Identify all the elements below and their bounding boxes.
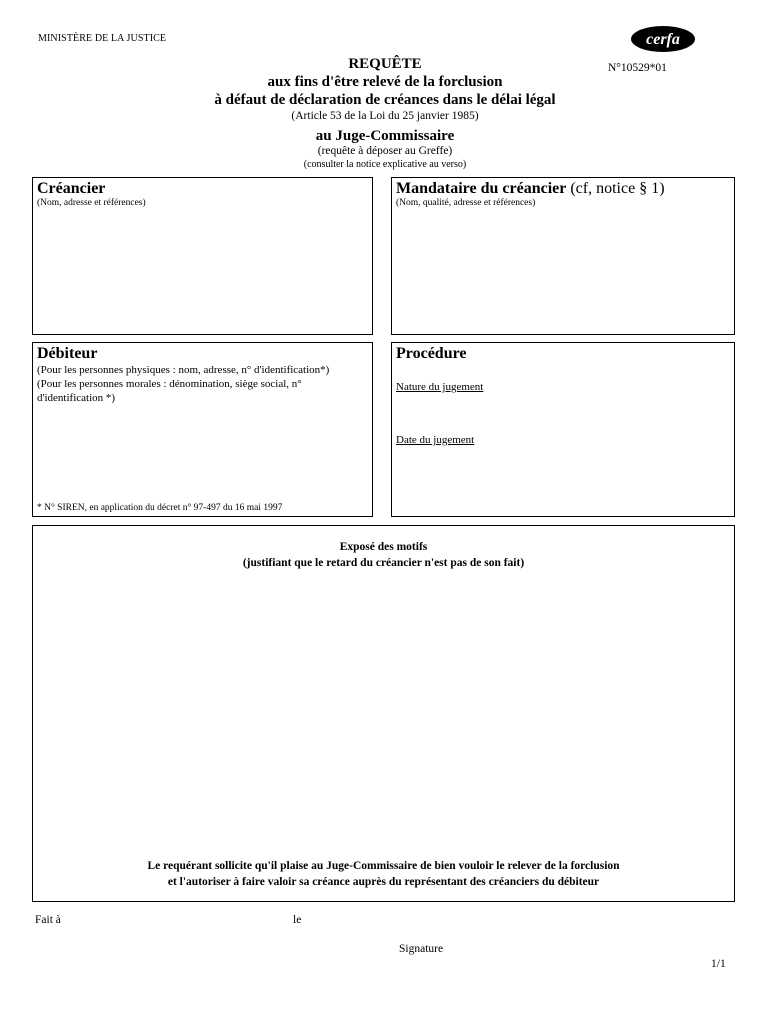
form-title: REQUÊTE bbox=[348, 56, 422, 72]
creancier-title: Créancier bbox=[37, 180, 106, 197]
procedure-box bbox=[391, 342, 735, 517]
form-number: N°10529*01 bbox=[608, 62, 667, 74]
form-subtitle-2: à défaut de déclaration de créances dans le délai légal bbox=[214, 92, 556, 108]
mandataire-note: (Nom, qualité, adresse et références) bbox=[396, 198, 536, 208]
procedure-title: Procédure bbox=[396, 345, 467, 362]
debiteur-moral-note: (Pour les personnes morales : dénomination, siège social, n° d'identification *) bbox=[37, 377, 302, 404]
creancier-box[interactable] bbox=[32, 177, 373, 335]
motifs-subtitle: (justifiant que le retard du créancier n'est pas de son fait) bbox=[242, 556, 525, 569]
cerfa-logo bbox=[630, 25, 696, 53]
creancier-note: (Nom, adresse et références) bbox=[37, 198, 146, 208]
article-reference: (Article 53 de la Loi du 25 janvier 1985) bbox=[291, 110, 479, 122]
request-line-1: Le requérant sollicite qu'il plaise au Juge-Commissaire de bien vouloir le relever de la forclusion bbox=[147, 860, 620, 872]
mandataire-title-main: Mandataire du créancier bbox=[396, 180, 567, 197]
mandataire-title-suffix: (cf, notice § 1) bbox=[566, 180, 665, 197]
ministry-label: MINISTÈRE DE LA JUSTICE bbox=[38, 33, 167, 44]
request-line-2: et l'autoriser à faire valoir sa créance auprès du représentant des créanciers du débiteur bbox=[167, 876, 600, 889]
date-jugement-field[interactable]: Date du jugement bbox=[396, 434, 475, 446]
cerfa-logo-text: cerfa bbox=[646, 31, 680, 48]
mandataire-box[interactable] bbox=[391, 177, 735, 335]
page-number: 1/1 bbox=[711, 958, 726, 970]
fait-a-label: Fait à bbox=[35, 914, 61, 926]
debiteur-box[interactable] bbox=[32, 342, 373, 517]
form-header bbox=[100, 55, 670, 171]
motifs-heading bbox=[33, 540, 734, 571]
siren-footnote: * N° SIREN, en application du décret n° 97-497 du 16 mai 1997 bbox=[37, 503, 283, 513]
motifs-box[interactable] bbox=[32, 525, 735, 902]
nature-jugement-field[interactable]: Nature du jugement bbox=[396, 381, 484, 393]
date-label: le bbox=[293, 914, 302, 926]
debiteur-instructions bbox=[37, 364, 357, 405]
motifs-title: Exposé des motifs bbox=[339, 541, 428, 553]
form-subtitle-1: aux fins d'être relevé de la forclusion bbox=[267, 74, 503, 90]
signature-label: Signature bbox=[399, 943, 444, 955]
juge-commissaire-heading: au Juge-Commissaire bbox=[315, 127, 455, 144]
debiteur-physical-note: (Pour les personnes physiques : nom, adresse, n° d'identification*) bbox=[37, 364, 330, 376]
mandataire-title bbox=[396, 180, 665, 198]
notice-note: (consulter la notice explicative au verso) bbox=[303, 158, 467, 170]
debiteur-title: Débiteur bbox=[37, 345, 98, 362]
greffe-note: (requête à déposer au Greffe) bbox=[317, 144, 453, 157]
request-statement bbox=[33, 858, 734, 890]
